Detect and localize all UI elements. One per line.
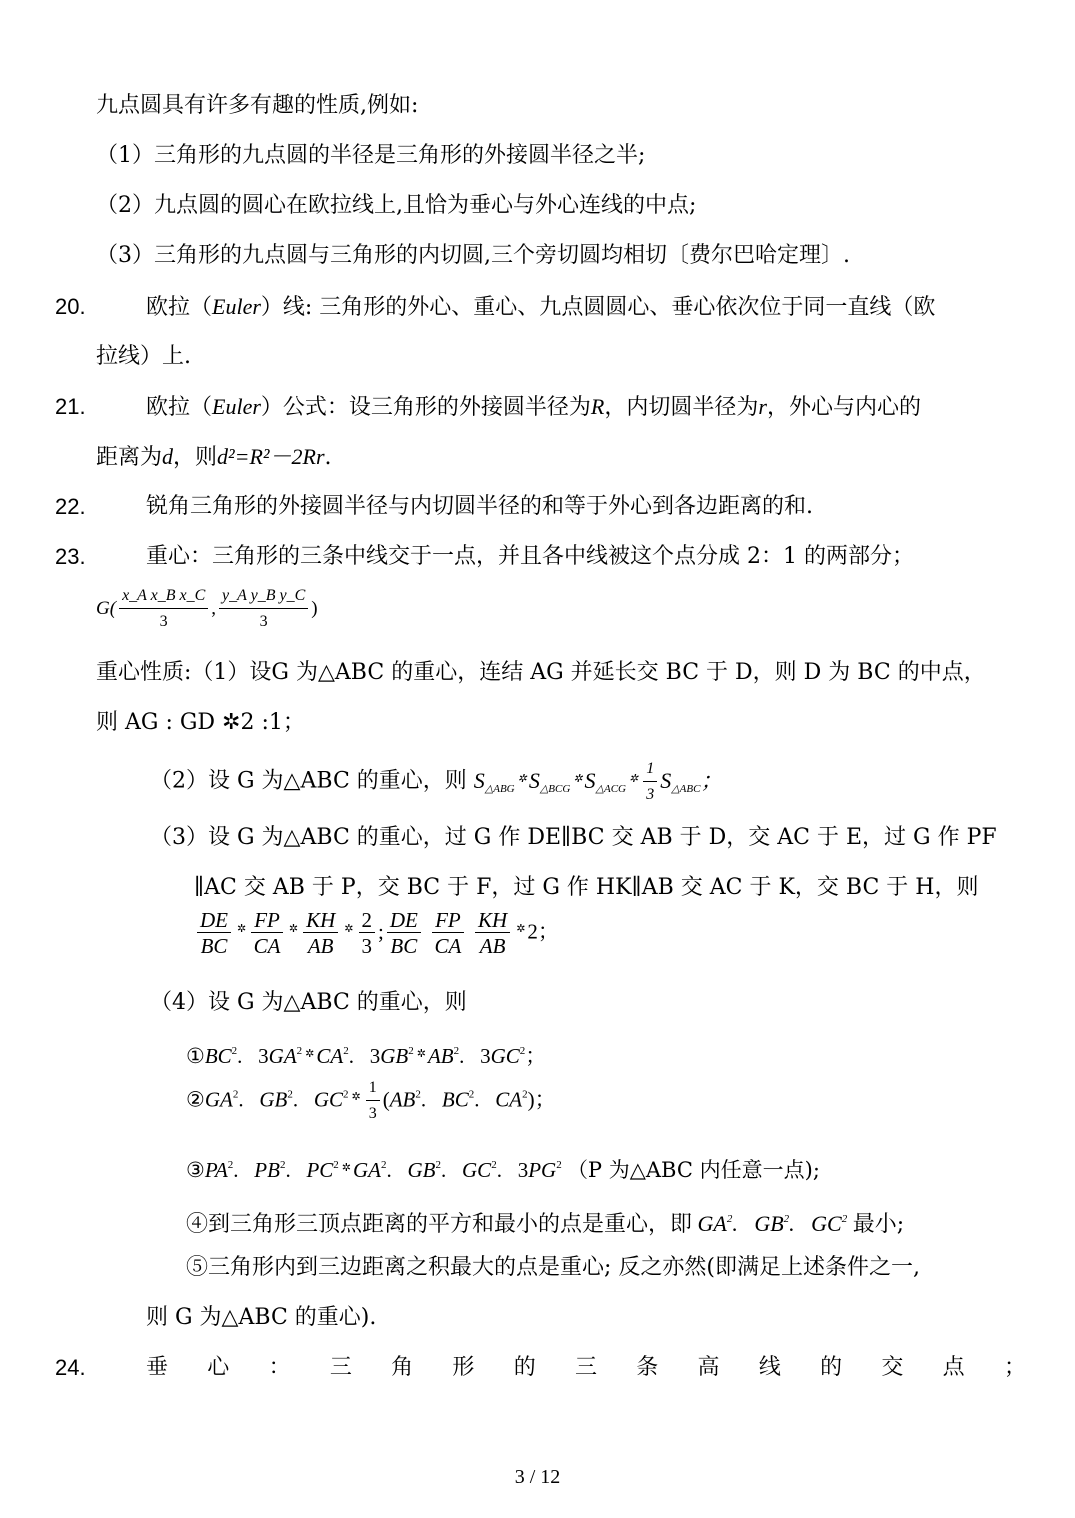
euler-formula: d²=R²－2Rr (217, 444, 325, 469)
condition-5-line-2: 则 G 为△ABC 的重心). (146, 1305, 377, 1330)
item-21-line-2 (96, 442, 332, 473)
char: ； (1003, 1355, 1026, 1380)
circled-2: ② (186, 1087, 205, 1112)
centroid-prop-2 (150, 757, 722, 808)
centroid-prop-1-text: G 为△ABC 的重心，连结 AG 并延长交 BC 于 D，则 D 为 BC 的中点， (271, 660, 986, 685)
area-equation: $S_{\triangle ABG}^✲$ $S_{\triangle BCG}^✲$ $S_{\triangle ACG}^✲$ $\frac{1}{3}$ $S_{\triangle ABC}$； (474, 768, 723, 793)
char: 交 (881, 1355, 904, 1380)
period: . (324, 445, 332, 470)
property-3: （3）三角形的九点圆与三角形的内切圆,三个旁切圆均相切〔费尔巴哈定理〕. (96, 243, 850, 268)
item-24-text (146, 1353, 1026, 1383)
circled-3: ③ (186, 1158, 205, 1182)
x-fraction (119, 584, 208, 635)
centroid-prop-2-text: （2）设 G 为△ABC 的重心，则 (150, 768, 467, 794)
char: 心 (207, 1355, 230, 1380)
item-number-22: 22. (55, 494, 86, 519)
char: 条 (636, 1355, 659, 1380)
centroid-coordinate-formula (96, 584, 318, 635)
condition-1: $①BC^2$. $3GA^2$ ✲ $CA^2$. $3GB^2$ ✲ $AB^2$. $3GC^2$； (186, 1044, 547, 1068)
euler-formula-text-2: ，内切圆半径为 (604, 395, 759, 420)
y-denominator: 3 (259, 613, 268, 630)
euler-line-prefix: 欧拉（ (146, 295, 213, 320)
y-numerator: y_A y_B y_C (219, 584, 308, 609)
item-21-line-1 (146, 392, 921, 423)
condition-4: ④到三角形三顶点距离的平方和最小的点是重心，即 $GA^2$. $GB^2$. $GC^2$ 最小; (186, 1211, 905, 1237)
item-20-line-1 (146, 292, 935, 323)
char: 角 (391, 1355, 414, 1380)
x-numerator: x_A x_B x_C (119, 584, 208, 609)
char: 的 (820, 1355, 843, 1380)
page-number: 3 / 12 (514, 1466, 561, 1488)
then-text: ，则 (173, 445, 218, 470)
condition-2: $②GA^2$. $GB^2$. $GC^2$ ✲ $\frac{1}{3}$ ($AB^2$. $BC^2$. $CA^2$)； (186, 1076, 556, 1127)
y-fraction (219, 584, 308, 635)
distance-text: 距离为 (96, 445, 163, 470)
close-paren: ) (311, 597, 318, 619)
intro-text: 九点圆具有许多有趣的性质,例如: (96, 93, 419, 118)
x-denominator: 3 (159, 613, 168, 630)
var-r: r (758, 394, 767, 419)
condition-4-tail: 最小; (852, 1212, 905, 1237)
euler-line-text: ）线: 三角形的外心、重心、九点圆圆心、垂心依次位于同一直线（欧 (260, 295, 936, 320)
char: 三 (574, 1355, 597, 1380)
condition-4-text: ④到三角形三顶点距离的平方和最小的点是重心，即 (186, 1212, 693, 1237)
circled-1: ① (186, 1044, 205, 1068)
centroid-prop-4: （4）设 G 为△ABC 的重心，则 (150, 990, 467, 1015)
centroid-prop-label: 重心性质:（1）设 (96, 660, 272, 685)
property-2: （2）九点圆的圆心在欧拉线上,且恰为垂心与外心连线的中点; (96, 193, 697, 218)
euler-formula-text: ）公式：设三角形的外接圆半径为 (260, 395, 591, 420)
euler-word: Euler (212, 294, 261, 319)
item-number-23: 23. (55, 544, 86, 569)
var-d: d (162, 444, 174, 469)
centroid-prop-1 (96, 658, 986, 688)
char: 的 (513, 1355, 536, 1380)
comma: , (211, 597, 217, 619)
centroid-prop-3-line-2: ∥AC 交 AB 于 P，交 BC 于 F，过 G 作 HK∥AB 交 AC 于 K，交 BC 于 H，则 (194, 875, 979, 900)
condition-3-note: （P 为△ABC 内任意一点); (566, 1158, 820, 1182)
item-22-text: 锐角三角形的外接圆半径与内切圆半径的和等于外心到各边距离的和. (146, 494, 813, 519)
item-23-text: 重心：三角形的三条中线交于一点，并且各中线被这个点分成 2：1 的两部分； (146, 544, 914, 569)
property-1: （1）三角形的九点圆的半径是三角形的外接圆半径之半; (96, 143, 646, 168)
item-20-line-2: 拉线）上. (96, 344, 191, 369)
char: 高 (697, 1355, 720, 1380)
centroid-prop-3-line-1: （3）设 G 为△ABC 的重心，过 G 作 DE∥BC 交 AB 于 D，交 AC 于 E，过 G 作 PF (150, 825, 997, 850)
var-R: R (590, 394, 605, 419)
char: 形 (452, 1355, 475, 1380)
item-number-20: 20. (55, 294, 86, 319)
centroid-prop-1-result: 则 AG : GD ✲2 :1； (96, 710, 305, 735)
centroid-G: G( (96, 597, 117, 619)
euler-word-2: Euler (212, 394, 261, 419)
char: 垂 (146, 1355, 169, 1380)
char: 三 (329, 1355, 352, 1380)
euler-formula-text-3: ，外心与内心的 (766, 395, 921, 420)
ratio-equation: $\frac{DE}{BC}$ ✲ $\frac{FP}{CA}$ ✲ $\frac{KH}{AB}$ ✲ $\frac{2}{3}$ ; $\frac{DE}{BC}$ $\frac{FP}{CA}$ $\frac{KH}{AB}$ ✲ 2； (194, 908, 559, 959)
item-number-21: 21. (55, 394, 86, 419)
char: ： (268, 1355, 291, 1380)
char: 线 (758, 1355, 781, 1380)
condition-5-line-1: ⑤三角形内到三边距离之积最大的点是重心; 反之亦然(即满足上述条件之一, (186, 1255, 920, 1280)
item-number-24: 24. (55, 1355, 86, 1380)
char: 点 (942, 1355, 965, 1380)
condition-3: $③PA^2$. $PB^2$. $PC^2$ ✲ $GA^2$. $GB^2$. $GC^2$. $3PG^2$ （P 为△ABC 内任意一点); (186, 1158, 820, 1182)
euler-formula-prefix: 欧拉（ (146, 395, 213, 420)
